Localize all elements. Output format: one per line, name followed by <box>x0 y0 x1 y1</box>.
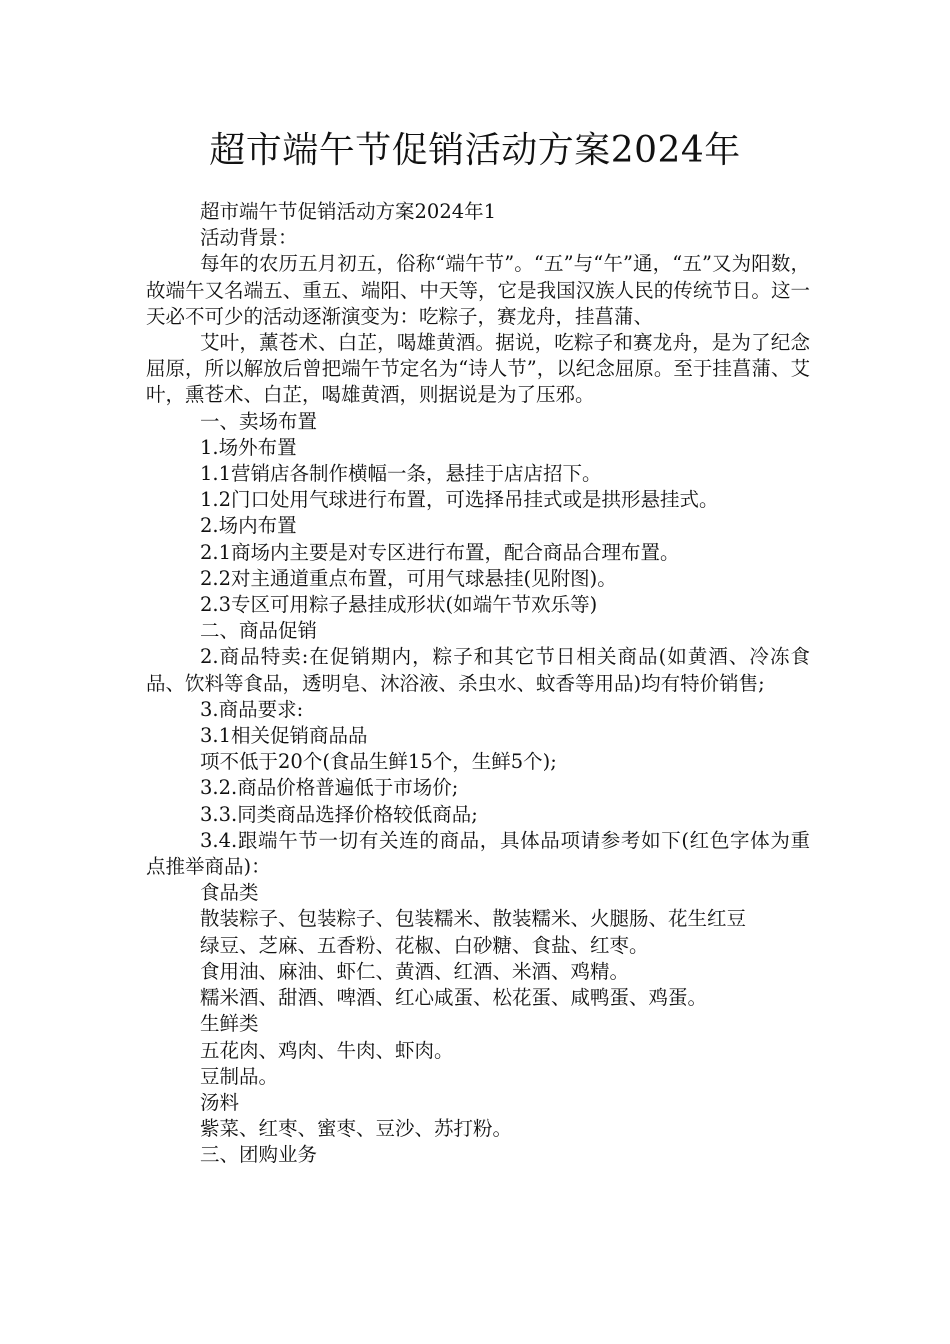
paragraph: 1.场外布置 <box>200 435 297 459</box>
paragraph: 艾叶，薰苍术、白芷，喝雄黄酒。据说，吃粽子和赛龙舟，是为了纪念屈原，所以解放后曾把端午节定名为“诗人节”，以纪念屈原。至于挂菖蒲、艾叶，熏苍术、白芷，喝雄黄酒，则据说是为了压邪。 <box>146 331 810 407</box>
paragraph: 2.场内布置 <box>200 514 297 538</box>
paragraph: 2.商品特卖:在促销期内，粽子和其它节日相关商品(如黄酒、冷冻食品、饮料等食品，透明皂、沐浴液、杀虫水、蚊香等用品)均有特价销售; <box>146 645 810 695</box>
paragraph: 3.2.商品价格普遍低于市场价; <box>200 776 459 800</box>
paragraph: 糯米酒、甜酒、啤酒、红心咸蛋、松花蛋、咸鸭蛋、鸡蛋。 <box>200 986 708 1010</box>
document-title: 超市端午节促销活动方案2024年 <box>209 130 741 171</box>
paragraph: 3.1相关促销商品品 <box>200 724 368 748</box>
paragraph: 每年的农历五月初五，俗称“端午节”。“五”与“午”通，“五”又为阳数，故端午又名端五、重五、端阳、中天等，它是我国汉族人民的传统节日。这一天必不可少的活动逐渐演变为：吃粽子，赛龙舟，挂菖蒲、 <box>146 252 810 328</box>
paragraph: 2.3专区可用粽子悬挂成形状(如端午节欢乐等) <box>200 593 598 617</box>
paragraph: 汤料 <box>200 1090 240 1114</box>
paragraph: 五花肉、鸡肉、牛肉、虾肉。 <box>200 1038 454 1062</box>
paragraph: 超市端午节促销活动方案2024年1 <box>200 200 497 223</box>
document-body <box>146 199 810 1169</box>
paragraph: 项不低于20个(食品生鲜15个，生鲜5个); <box>200 750 557 774</box>
paragraph: 二、商品促销 <box>200 619 318 643</box>
paragraph: 3.4.跟端午节一切有关连的商品，具体品项请参考如下(红色字体为重点推举商品)： <box>146 828 810 879</box>
paragraph: 绿豆、芝麻、五香粉、花椒、白砂糖、食盐、红枣。 <box>200 933 649 957</box>
paragraph: 一、卖场布置 <box>200 409 318 433</box>
paragraph: 豆制品。 <box>200 1064 279 1088</box>
paragraph: 生鲜类 <box>200 1012 259 1036</box>
paragraph: 2.1商场内主要是对专区进行布置，配合商品合理布置。 <box>200 540 680 564</box>
paragraph: 散装粽子、包装粽子、包装糯米、散装糯米、火腿肠、花生红豆 <box>200 907 747 931</box>
paragraph: 3.3.同类商品选择价格较低商品; <box>200 802 478 826</box>
paragraph: 活动背景： <box>200 226 298 250</box>
paragraph: 紫菜、红枣、蜜枣、豆沙、苏打粉。 <box>200 1117 513 1141</box>
paragraph: 2.2对主通道重点布置，可用气球悬挂(见附图)。 <box>200 566 617 590</box>
paragraph: 三、团购业务 <box>200 1143 318 1167</box>
paragraph: 食用油、麻油、虾仁、黄酒、红酒、米酒、鸡精。 <box>200 959 630 983</box>
paragraph: 1.2门口处用气球进行布置，可选择吊挂式或是拱形悬挂式。 <box>200 488 719 512</box>
paragraph: 3.商品要求: <box>200 697 304 721</box>
paragraph: 食品类 <box>200 881 259 905</box>
paragraph: 1.1营销店各制作横幅一条，悬挂于店店招下。 <box>200 462 602 486</box>
